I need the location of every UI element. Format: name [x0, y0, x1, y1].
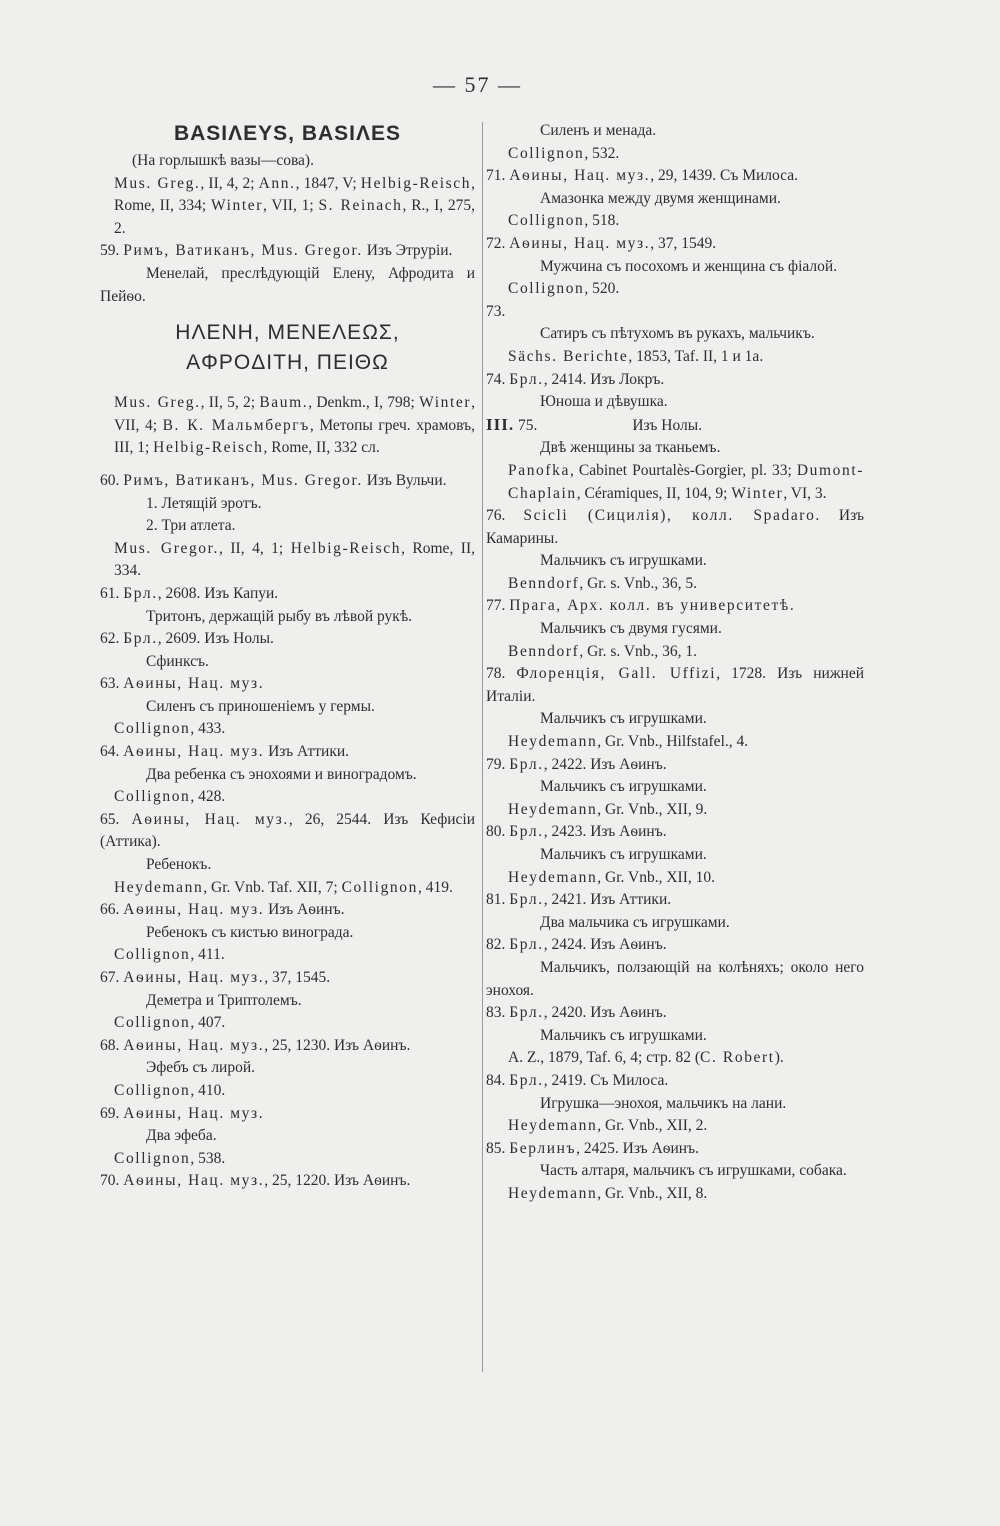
section-heading-basileys: BASIΛEYS, BASIΛES	[173, 122, 402, 145]
entry-description: Мужчина съ посохомъ и женщина съ фіалой.	[540, 257, 838, 275]
catalog-entry-79: 79. Брл., 2422. Изъ Аѳинъ.	[486, 755, 667, 773]
list-item: 1. Летящій эротъ.	[146, 494, 262, 512]
entry-description: Мальчикъ съ игрушками.	[540, 778, 707, 796]
catalog-entry-72: 72. Аѳины, Нац. муз., 37, 1549.	[486, 234, 717, 252]
entry-description: Юноша и дѣвушка.	[540, 393, 668, 411]
reference-line: Heydemann, Gr. Vnb., XII, 10.	[508, 868, 715, 886]
catalog-entry-83: 83. Брл., 2420. Изъ Аѳинъ.	[486, 1004, 667, 1022]
reference-line: Sächs. Berichte, 1853, Taf. II, 1 и 1a.	[508, 347, 764, 365]
right-column	[486, 120, 864, 1206]
reference-line: Heydemann, Gr. Vnb., XII, 2.	[508, 1117, 708, 1135]
reference-line: Benndorf, Gr. s. Vnb., 36, 5.	[508, 574, 698, 592]
entry-description: Мальчикъ, ползающій на колѣняхъ; около него энохоя.	[486, 958, 864, 999]
entry-description: Два мальчика съ игрушками.	[540, 913, 730, 931]
catalog-entry-61: 61. Брл., 2608. Изъ Капуи.	[100, 584, 279, 602]
catalog-entry-71: 71. Аѳины, Нац. муз., 29, 1439. Съ Милоса.	[486, 167, 798, 185]
catalog-entry-76: 76. Scicli (Сицилія), колл. Spadaro. Изъ Камарины.	[486, 507, 864, 547]
catalog-entry-80: 80. Брл., 2423. Изъ Аѳинъ.	[486, 823, 667, 841]
reference-line: Panofka, Cabinet Pourtalès-Gorgier, pl. 33; Dumont-Chaplain, Céramiques, II, 104, 9; Winter, VI, 3.	[508, 461, 864, 502]
reference-line: Collignon, 411.	[114, 946, 225, 964]
catalog-entry-77: 77. Прага, Арх. колл. въ университетѣ.	[486, 597, 796, 615]
reference-line: Heydemann, Gr. Vnb., Hilfstafel., 4.	[508, 733, 749, 751]
catalog-entry-59: 59. Римъ, Ватиканъ, Mus. Gregor. Изъ Этруріи.	[100, 242, 453, 260]
catalog-entry-84: 84. Брл., 2419. Съ Милоса.	[486, 1071, 669, 1089]
reference-line: Collignon, 518.	[508, 212, 620, 230]
entry-description: Ребенокъ съ кистью винограда.	[146, 923, 354, 941]
reference-line: Heydemann, Gr. Vnb., XII, 9.	[508, 800, 708, 818]
entry-description: Эфебъ съ лирой.	[146, 1059, 256, 1077]
entry-description: Игрушка—энохоя, мальчикъ на лани.	[540, 1094, 787, 1112]
entry-description: Деметра и Триптолемъ.	[146, 991, 302, 1009]
entry-description: Мальчикъ съ двумя гусями.	[540, 620, 722, 638]
catalog-entry-66: 66. Аѳины, Нац. муз. Изъ Аѳинъ.	[100, 901, 345, 919]
reference-line: Mus. Gregor., II, 4, 1; Helbig-Reisch, Rome, II, 334.	[114, 539, 475, 580]
entry-description: Менелай, преслѣдующій Елену, Афродита и Пейѳо.	[100, 264, 475, 305]
reference-line: Mus. Greg., II, 5, 2; Baum., Denkm., I, 798; Winter, VII, 4; В. К. Мальмбергъ, Метопы греч. храмовъ, III, 1; Helbig-Reisch, Rome, II, 332 сл.	[114, 394, 476, 457]
catalog-entry-60: 60. Римъ, Ватиканъ, Mus. Gregor. Изъ Вульчи.	[100, 471, 447, 489]
catalog-entry-78: 78. Флоренція, Gall. Uffizi, 1728. Изъ нижней Италіи.	[486, 665, 864, 705]
entry-description: Мальчикъ съ игрушками.	[540, 552, 707, 570]
reference-line: Heydemann, Gr. Vnb. Taf. XII, 7; Collignon, 419.	[114, 878, 453, 896]
inscription-note: (На горлышкѣ вазы—сова).	[132, 152, 314, 169]
entry-description: Два ребенка съ энохоями и виноградомъ.	[146, 765, 417, 783]
reference-line: Mus. Greg., II, 4, 2; Ann., 1847, V; Helbig-Reisch, Rome, II, 334; Winter, VII, 1; S. Reinach, R., I, 275, 2.	[114, 174, 476, 237]
catalog-entry-67: 67. Аѳины, Нац. муз., 37, 1545.	[100, 969, 331, 986]
left-column	[100, 120, 475, 1193]
reference-line: Benndorf, Gr. s. Vnb., 36, 1.	[508, 642, 698, 660]
entry-description: Сатиръ съ пѣтухомъ въ рукахъ, мальчикъ.	[540, 325, 815, 343]
entry-description: Сфинксъ.	[146, 652, 209, 670]
entry-description: Мальчикъ съ игрушками.	[540, 710, 707, 728]
list-item: 2. Три атлета.	[146, 517, 236, 535]
entry-description: Ребенокъ.	[146, 856, 212, 874]
reference-line: Collignon, 520.	[508, 280, 620, 298]
catalog-entry-81: 81. Брл., 2421. Изъ Аттики.	[486, 891, 672, 909]
reference-line: Collignon, 532.	[508, 144, 620, 162]
entry-description: Силенъ и менада.	[540, 122, 657, 139]
reference-line: Collignon, 538.	[114, 1149, 226, 1167]
catalog-entry-75: III. 75. Изъ Нолы.	[486, 414, 703, 434]
catalog-entry-82: 82. Брл., 2424. Изъ Аѳинъ.	[486, 936, 667, 954]
column-divider	[482, 122, 483, 1372]
entry-description: Двѣ женщины за тканьемъ.	[540, 439, 721, 457]
catalog-entry-64: 64. Аѳины, Нац. муз. Изъ Аттики.	[100, 743, 350, 761]
catalog-entry-70: 70. Аѳины, Нац. муз., 25, 1220. Изъ Аѳинъ.	[100, 1172, 411, 1190]
entry-description: Часть алтаря, мальчикъ съ игрушками, собака.	[540, 1162, 847, 1180]
reference-line: Collignon, 410.	[114, 1081, 226, 1099]
entry-description: Амазонка между двумя женщинами.	[540, 189, 781, 207]
reference-line: Collignon, 433.	[114, 720, 226, 738]
catalog-entry-65: 65. Аѳины, Нац. муз., 26, 2544. Изъ Кефисіи (Аттика).	[100, 810, 476, 851]
entry-description: Мальчикъ съ игрушками.	[540, 1026, 707, 1044]
entry-description: Тритонъ, держащій рыбу въ лѣвой рукѣ.	[146, 607, 413, 625]
catalog-entry-73: 73.	[486, 302, 506, 320]
page-number: — 57 —	[433, 72, 522, 97]
catalog-entry-63: 63. Аѳины, Нац. муз.	[100, 675, 265, 693]
catalog-entry-68: 68. Аѳины, Нац. муз., 25, 1230. Изъ Аѳинъ.	[100, 1036, 411, 1054]
catalog-entry-62: 62. Брл., 2609. Изъ Нолы.	[100, 630, 274, 648]
catalog-entry-85: 85. Берлинъ, 2425. Изъ Аѳинъ.	[486, 1139, 699, 1157]
entry-description: Мальчикъ съ игрушками.	[540, 846, 707, 863]
reference-line: A. Z., 1879, Taf. 6, 4; стр. 82 (C. Robert).	[508, 1049, 784, 1067]
catalog-entry-74: 74. Брл., 2414. Изъ Локръ.	[486, 370, 665, 388]
section-heading-helene: HΛENH, MENEΛEΩΣ, AΦPOΔITH, ΠEIΘΩ	[175, 321, 400, 375]
reference-line: Collignon, 407.	[114, 1014, 226, 1032]
reference-line: Heydemann, Gr. Vnb., XII, 8.	[508, 1184, 708, 1202]
reference-line: Collignon, 428.	[114, 788, 226, 806]
entry-description: Силенъ съ приношеніемъ у гермы.	[146, 697, 375, 715]
entry-description: Два эфеба.	[146, 1127, 217, 1145]
catalog-entry-69: 69. Аѳины, Нац. муз.	[100, 1104, 265, 1122]
